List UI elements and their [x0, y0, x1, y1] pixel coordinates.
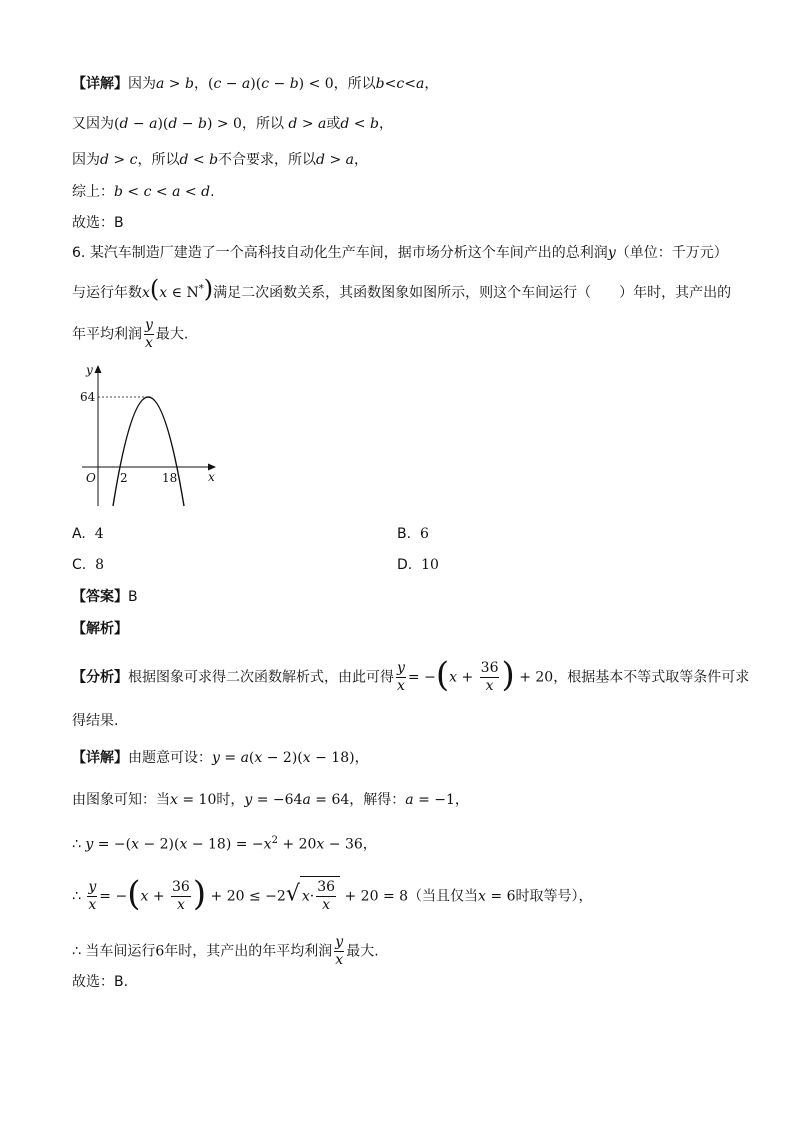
question-line-1: 6. 某汽车制造厂建造了一个高科技自动化生产车间，据市场分析这个车间产出的总利润y（单位：千万元） [72, 245, 728, 261]
detail-q6-line-4: ∴ $\frac{y}{x}$ = −(x + $\frac{36}{x}$ ) + 20 ≤ −2√ x· $\frac{36}{x}$ + 20 = 8（当且仅当x = 6时取等号）， [72, 873, 593, 914]
detail-line-5: 故选：B [72, 215, 124, 231]
detail-q6-line-2: 由图象可知：当x = 10时，y = −64a = 64，解得：a = −1， [72, 792, 469, 808]
parabola-curve [113, 397, 184, 506]
option-b[interactable]: B. 6 [397, 526, 429, 542]
analysis-line-1: 【分析】根据图象可求得二次函数解析式，由此可得 $\frac{y}{x}$ = −(x + $\frac{36}{x}$ ) + 20，根据基本不等式取等条件可求 [72, 654, 750, 695]
analysis-heading: 【解析】 [72, 621, 128, 637]
detail-q6-line-3: ∴ $y = -(x - 2)(x - 18) = -x^2 + 20x - 36$， [72, 835, 377, 853]
question-line-3: 年平均利润 $\frac{y}{x}$ 最大. [72, 317, 189, 351]
detail-line-3: 因为d > c，所以d < b不合要求，所以d > a， [72, 152, 368, 168]
question-number: 6. [72, 245, 86, 261]
option-a[interactable]: A. 4 [72, 526, 104, 542]
question-line-2: 与运行年数x(x ∈ N*)满足二次函数关系，其函数图象如图所示，则这个车间运行（ ）年时，其产出的 [72, 275, 732, 303]
function-graph [76, 360, 226, 510]
analysis-line-2: 得结果. [72, 713, 119, 729]
answer-line [72, 587, 138, 607]
x-axis-label: x [208, 470, 215, 484]
answer-value: B [128, 589, 138, 605]
answer-label: 【答案】 [72, 589, 128, 605]
root-label-2: 2 [120, 471, 128, 485]
detail-line-1: 【详解】因为a > b，(c − a)(c − b) < 0，所以b<c<a， [72, 76, 439, 92]
option-c[interactable]: C. 8 [72, 557, 105, 573]
y-axis-arrow [95, 365, 102, 373]
y-axis-label: y [86, 363, 93, 377]
peak-label: 64 [80, 390, 96, 404]
detail-q6-line-5: ∴ 当车间运行6年时，其产出的年平均利润 $\frac{y}{x}$ 最大. [72, 934, 379, 968]
detail-label: 【详解】 [72, 76, 128, 92]
option-d[interactable]: D. 10 [397, 557, 439, 573]
detail-line-2: 又因为(d − a)(d − b) > 0，所以 d > a或d < b， [72, 116, 393, 132]
detail-q6-line-1: 【详解】由题意可设：y = a(x − 2)(x − 18)， [72, 750, 369, 766]
final-choice: 故选：B. [72, 974, 129, 990]
origin-label: O [86, 471, 96, 485]
detail-line-4: 综上：b < c < a < d. [72, 184, 215, 200]
root-label-18: 18 [162, 471, 178, 485]
